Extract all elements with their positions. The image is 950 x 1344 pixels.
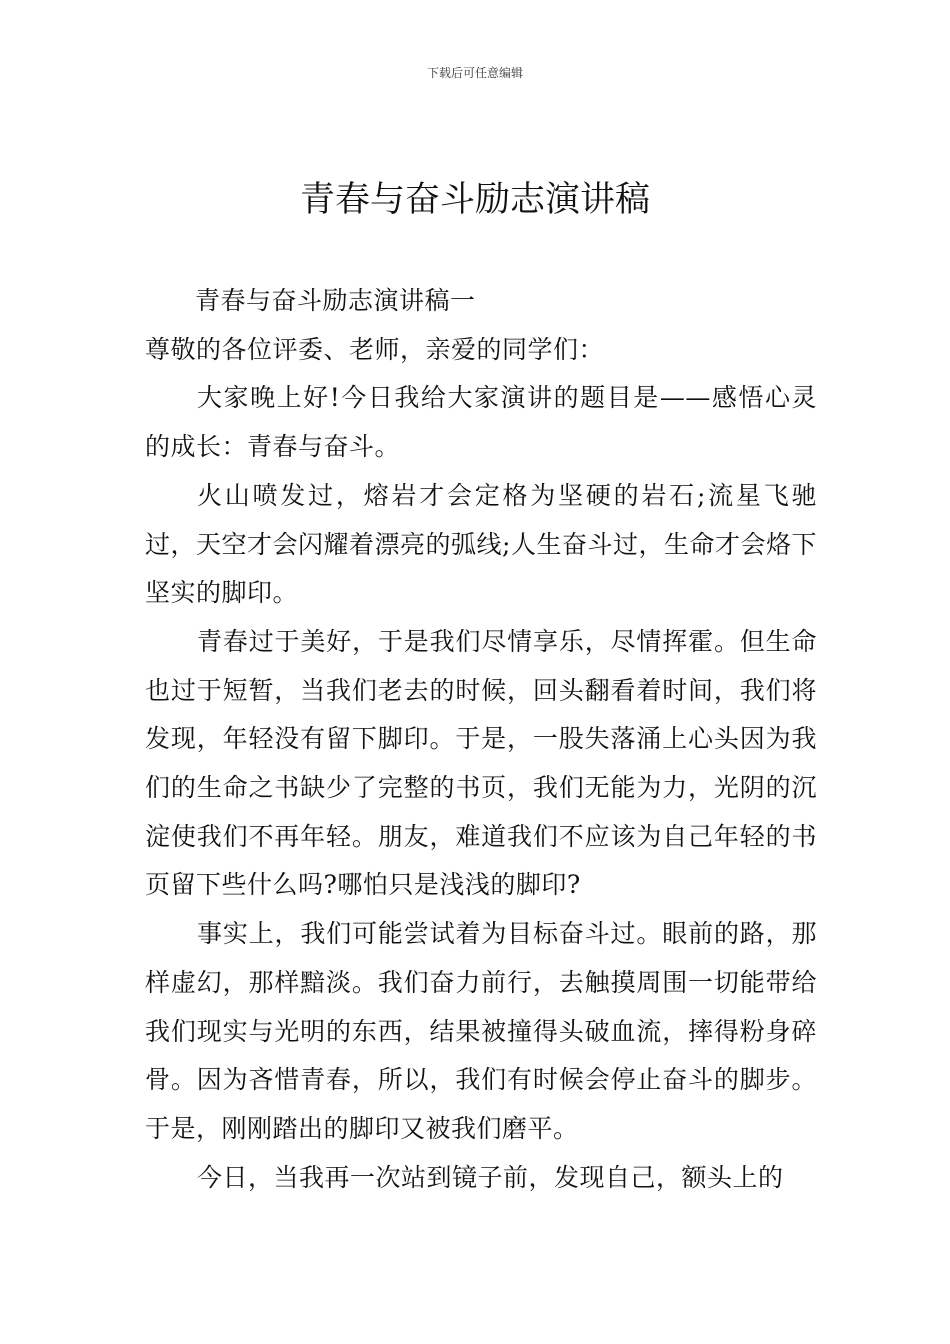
salutation: 尊敬的各位评委、老师，亲爱的同学们：	[145, 334, 605, 364]
paragraph-greeting: 大家晚上好!今日我给大家演讲的题目是——感悟心灵的成长：青春与奋斗。	[145, 383, 817, 462]
page-header-note: 下载后可任意编辑	[426, 66, 523, 80]
paragraph-mirror: 今日，当我再一次站到镜子前，发现自己，额头上的	[197, 1162, 784, 1192]
section-heading: 青春与奋斗励志演讲稿一	[195, 286, 476, 315]
document-body	[145, 277, 817, 1202]
paragraph-youth: 青春过于美好，于是我们尽情享乐，尽情挥霍。但生命也过于短暂，当我们老去的时候，回头翻看着时间，我们将发现，年轻没有留下脚印。于是，一股失落涌上心头因为我们的生命之书缺少了完整的书页，我们无能为力，光阴的沉淀使我们不再年轻。朋友，难道我们不应该为自己年轻的书页留下些什么吗?哪怕只是浅浅的脚印?	[145, 626, 817, 900]
paragraph-effort: 事实上，我们可能尝试着为目标奋斗过。眼前的路，那样虚幻，那样黯淡。我们奋力前行，去触摸周围一切能带给我们现实与光明的东西，结果被撞得头破血流，摔得粉身碎骨。因为吝惜青春，所以，我们有时候会停止奋斗的脚步。于是，刚刚踏出的脚印又被我们磨平。	[145, 919, 817, 1143]
paragraph-volcano: 火山喷发过，熔岩才会定格为坚硬的岩石;流星飞驰过，天空才会闪耀着漂亮的弧线;人生奋斗过，生命才会烙下坚实的脚印。	[145, 480, 817, 608]
document-title: 青春与奋斗励志演讲稿	[299, 180, 650, 220]
